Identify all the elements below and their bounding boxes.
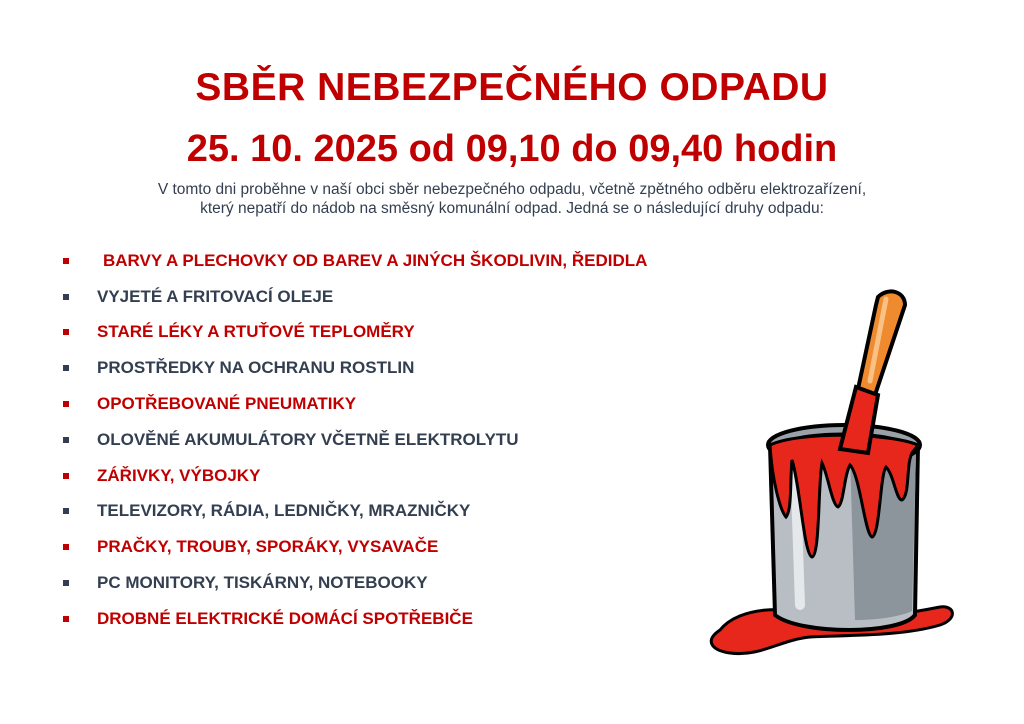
intro-text [0,180,1024,218]
paint-can-with-brush-icon [700,285,960,665]
list-item [60,458,800,494]
page-title: SBĚR NEBEZPEČNÉHO ODPADU [195,66,829,109]
bullet-icon [63,616,69,622]
bullet-icon [63,401,69,407]
bullet-icon [63,580,69,586]
bullet-icon [63,365,69,371]
list-item-label: STARÉ LÉKY A RTUŤOVÉ TEPLOMĚRY [97,322,415,342]
bullet-icon [63,258,69,264]
list-item [60,422,800,458]
list-item-label: OPOTŘEBOVANÉ PNEUMATIKY [97,394,357,414]
list-item [60,386,800,422]
list-item-label: PROSTŘEDKY NA OCHRANU ROSTLIN [97,358,415,378]
bullet-icon [63,473,69,479]
list-item [60,315,800,351]
list-item [60,279,800,315]
list-item [60,529,800,565]
bullet-icon [63,437,69,443]
bullet-icon [63,544,69,550]
bullet-icon [63,329,69,335]
event-date-time: 25. 10. 2025 od 09,10 do 09,40 hodin [186,128,838,170]
list-item [60,243,800,279]
bullet-icon [63,294,69,300]
bullet-icon [63,508,69,514]
list-item [60,601,800,637]
list-item [60,350,800,386]
intro-line-2: který nepatří do nádob na směsný komunální odpad. Jedná se o následující druhy odpadu: [200,200,824,217]
list-item-label: DROBNÉ ELEKTRICKÉ DOMÁCÍ SPOTŘEBIČE [97,608,473,628]
list-item [60,565,800,601]
list-item-label: OLOVĚNÉ AKUMULÁTORY VČETNĚ ELEKTROLYTU [97,429,519,449]
list-item-label: ZÁŘIVKY, VÝBOJKY [97,465,261,485]
waste-type-list [60,243,800,637]
list-item [60,494,800,530]
list-item-label: TELEVIZORY, RÁDIA, LEDNIČKY, MRAZNIČKY [97,501,471,521]
list-item-label: VYJETÉ A FRITOVACÍ OLEJE [97,286,334,306]
intro-line-1: V tomto dni proběhne v naší obci sběr nebezpečného odpadu, včetně zpětného odběru elektrozařízení, [157,181,867,198]
list-item-label: PRAČKY, TROUBY, SPORÁKY, VYSAVAČE [97,537,439,557]
list-item-label: PC MONITORY, TISKÁRNY, NOTEBOOKY [97,573,428,593]
list-item-label: BARVY A PLECHOVKY OD BAREV A JINÝCH ŠKODLIVIN, ŘEDIDLA [103,250,648,270]
